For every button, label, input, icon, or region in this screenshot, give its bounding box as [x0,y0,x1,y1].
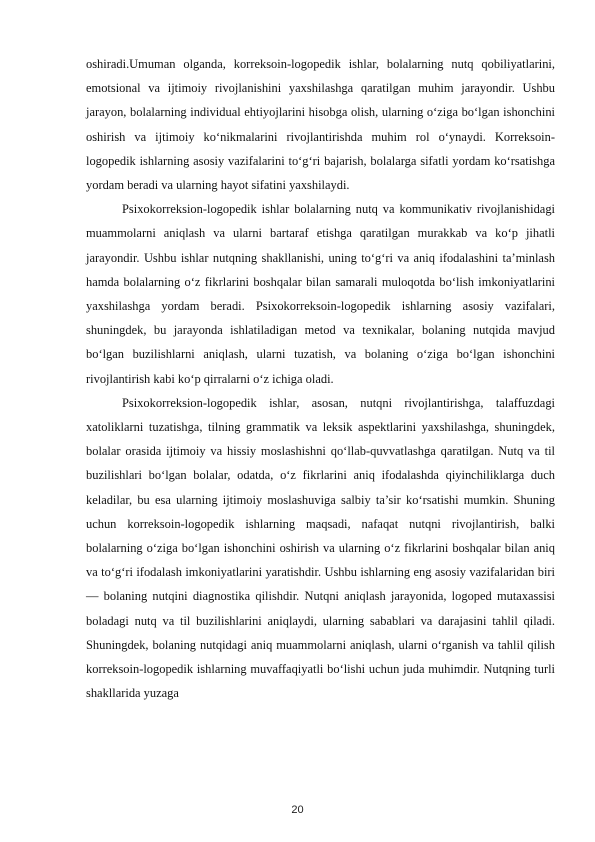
page-number: 20 [291,804,304,816]
document-body [86,52,555,705]
paragraph-2: Psixokorreksion-logopedik ishlar bolalarning nutq va kommunikativ rivojlanishidagi muammolarni aniqlash va ularni bartaraf etishga qaratilgan murakkab va ko‘p jihatli jarayondir. Ushbu ishlar nutqning shakllanishi, uning to‘g‘ri va aniq ifodalashini ta’minlash hamda bolalarning o‘z fikrlarini boshqalar bilan samarali muloqotda bo‘lish imkoniyatlarini yaxshilashga yordam beradi. Psixokorreksoin-logopedik ishlarning asosiy vazifalari, shuningdek, bu jarayonda ishlatiladigan metod va texnikalar, bolaning nutqida mavjud bo‘lgan buzilishlarni aniqlash, ularni tuzatish, va bolaning o‘ziga bo‘lgan ishonchini rivojlantirish kabi ko‘p qirralarni o‘z ichiga oladi. [86,202,555,386]
paragraph-1: oshiradi.Umuman olganda, korreksoin-logopedik ishlar, bolalarning nutq qobiliyatlarini, emotsional va ijtimoiy rivojlanishini yaxshilashga qaratilgan muhim jarayondir. Ushbu jarayon, bolalarning individual ehtiyojlarini hisobga olish, ularning o‘ziga bo‘lgan ishonchini oshirish va ijtimoiy ko‘nikmalarini rivojlantirishda muhim rol o‘ynaydi. Korreksoin-logopedik ishlarning asosiy vazifalarini to‘g‘ri bajarish, bolalarga sifatli yordam ko‘rsatishga yordam beradi va ularning hayot sifatini yaxshilaydi. [86,57,555,193]
paragraph-3: Psixokorreksion-logopedik ishlar, asosan, nutqni rivojlantirishga, talaffuzdagi xatoliklarni tuzatishga, tilning grammatik va leksik aspektlarini yaxshilashga, shuningdek, bolalar orasida ijtimoiy va hissiy moslashishni qo‘llab-quvvatlashga qaratilgan. Nutq va til buzilishlari bo‘lgan bolalar, odatda, o‘z fikrlarini aniq ifodalashda qiyinchiliklarga duch keladilar, bu esa ularning ijtimoiy moslashuviga salbiy ta’sir ko‘rsatishi mumkin. Shuning uchun korreksoin-logopedik ishlarning maqsadi, nafaqat nutqni rivojlantirish, balki bolalarning o‘ziga bo‘lgan ishonchini oshirish va ularning o‘z fikrlarini boshqalar bilan aniq va to‘g‘ri ifodalash imkoniyatlarini yaratishdir. Ushbu ishlarning eng asosiy vazifalaridan biri — bolaning nutqini diagnostika qilishdir. Nutqni aniqlash jarayonida, logoped mutaxassisi boladagi nutq va til buzilishlarini aniqlaydi, ularning sabablari va darajasini tahlil qiladi. Shuningdek, bolaning nutqidagi aniq muammolarni aniqlash, ularni o‘rganish va tahlil qilish korreksoin-logopedik ishlarning muvaffaqiyatli bo‘lishi uchun juda muhimdir. Nutqning turli shakllarida yuzaga [86,395,555,701]
